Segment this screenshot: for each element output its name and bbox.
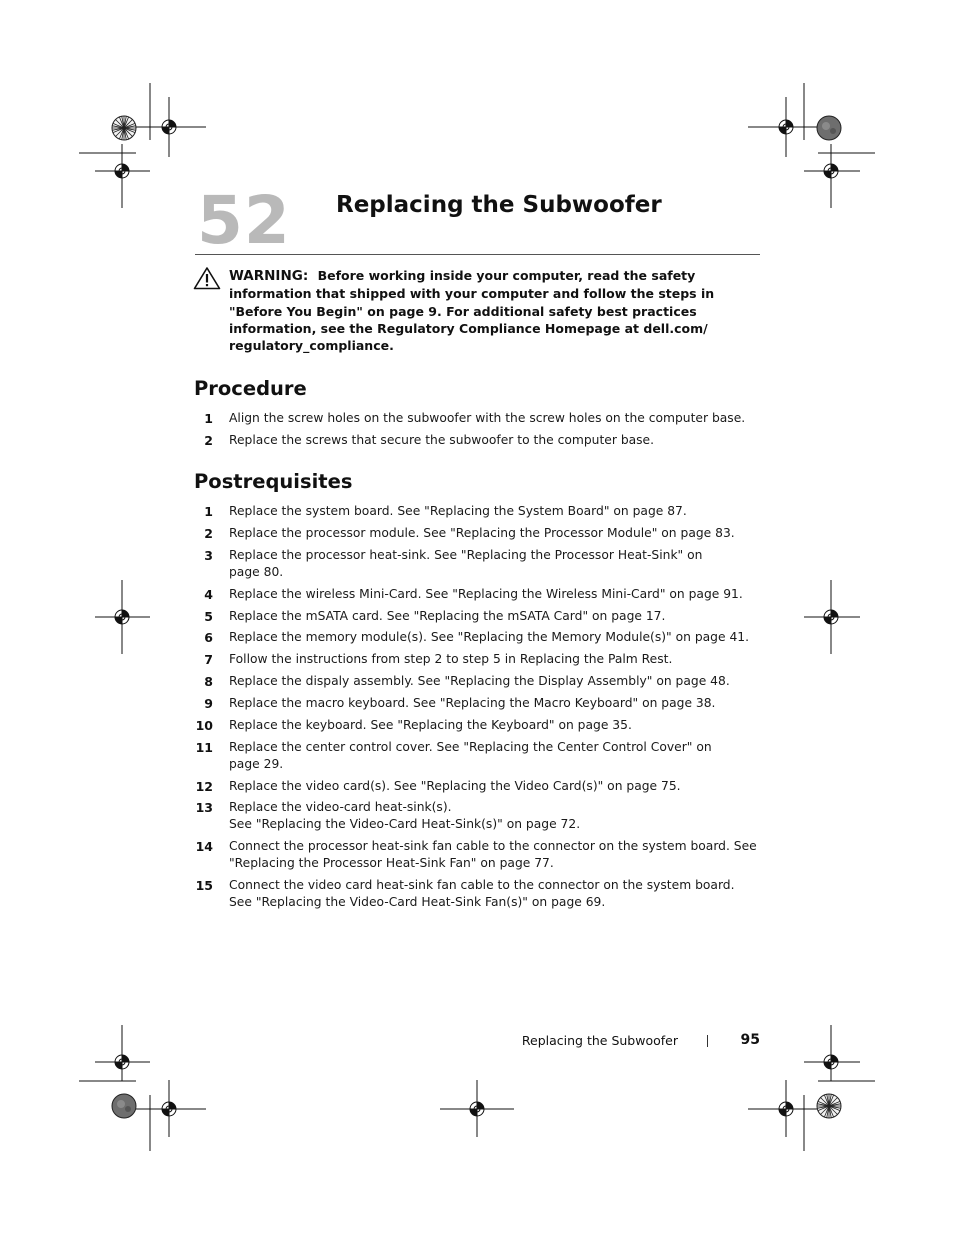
step-number: 10 xyxy=(195,718,213,733)
step-text: Replace the keyboard. See "Replacing the Keyboard" on page 35. xyxy=(229,718,632,732)
warning-message: Before working inside your computer, read the safety information that shipped with your computer and follow the steps in "Before You Begin" on page 9. For additional safety best practices information, see the Regulatory Compliance Homepage at dell.com/ regulatory_compliance. xyxy=(229,268,715,354)
step-number: 1 xyxy=(204,504,213,519)
footer-separator xyxy=(707,1035,708,1047)
step-number: 7 xyxy=(204,652,213,667)
crop-mark-top-right xyxy=(748,83,875,208)
step-number: 2 xyxy=(204,433,213,448)
crop-mark-bottom-left xyxy=(79,1025,206,1151)
warning-triangle-icon xyxy=(193,266,221,290)
crop-mark-top-left xyxy=(79,83,206,208)
footer-chapter-title: Replacing the Subwoofer xyxy=(521,1033,678,1048)
warning-text xyxy=(229,267,757,354)
step-text: Replace the memory module(s). See "Replacing the Memory Module(s)" on page 41. xyxy=(229,630,750,644)
registration-mark-icon xyxy=(779,120,793,134)
postrequisites-heading: Postrequisites xyxy=(194,470,353,493)
step-number: 4 xyxy=(204,587,213,602)
step-text: Replace the video card(s). See "Replacing the Video Card(s)" on page 75. xyxy=(229,779,681,793)
chapter-number: 52 xyxy=(197,182,291,259)
dark-target-icon xyxy=(112,1094,136,1118)
step-text: Replace the processor module. See "Replacing the Processor Module" on page 83. xyxy=(229,526,735,540)
warning-label: WARNING: xyxy=(229,268,309,284)
step-text: Replace the dispaly assembly. See "Replacing the Display Assembly" on page 48. xyxy=(229,674,730,688)
registration-mark-icon xyxy=(115,610,129,624)
chapter-title: Replacing the Subwoofer xyxy=(336,192,662,218)
step-number: 13 xyxy=(195,800,213,815)
registration-mark-icon xyxy=(470,1102,484,1116)
dark-target-icon xyxy=(817,116,841,140)
step-text: Replace the macro keyboard. See "Replacing the Macro Keyboard" on page 38. xyxy=(229,696,716,710)
registration-mark-icon xyxy=(824,1055,838,1069)
step-number: 12 xyxy=(195,779,213,794)
step-text: Follow the instructions from step 2 to step 5 in Replacing the Palm Rest. xyxy=(229,652,673,666)
step-number: 1 xyxy=(204,411,213,426)
crop-mark-bottom-right xyxy=(748,1025,875,1151)
step-text: Connect the video card heat-sink fan cable to the connector on the system board. See "Replacing the Video-Card Heat-Sink Fan(s)" on page 69. xyxy=(229,878,735,910)
registration-mark-icon xyxy=(779,1102,793,1116)
step-number: 2 xyxy=(204,526,213,541)
step-text: Replace the system board. See "Replacing the System Board" on page 87. xyxy=(229,504,687,518)
step-text: Replace the center control cover. See "Replacing the Center Control Cover" on page 29. xyxy=(229,740,712,772)
step-text: Replace the processor heat-sink. See "Replacing the Processor Heat-Sink" on page 80. xyxy=(229,548,703,580)
step-number: 9 xyxy=(204,696,213,711)
registration-mark-icon xyxy=(162,1102,176,1116)
page-number: 95 xyxy=(740,1032,760,1048)
step-number: 3 xyxy=(204,548,213,563)
step-number: 15 xyxy=(195,878,213,893)
step-number: 5 xyxy=(204,609,213,624)
starburst-target-icon xyxy=(112,116,136,140)
starburst-target-icon xyxy=(817,1094,841,1118)
step-number: 11 xyxy=(195,740,213,755)
step-text: Replace the video-card heat-sink(s). See "Replacing the Video-Card Heat-Sink(s)" on page 72. xyxy=(229,800,581,832)
step-number: 8 xyxy=(204,674,213,689)
step-text: Align the screw holes on the subwoofer with the screw holes on the computer base. xyxy=(229,411,746,425)
step-text: Replace the screws that secure the subwoofer to the computer base. xyxy=(229,433,655,447)
registration-mark-icon xyxy=(162,120,176,134)
step-text: Replace the wireless Mini-Card. See "Replacing the Wireless Mini-Card" on page 91. xyxy=(229,587,743,601)
registration-mark-icon xyxy=(115,164,129,178)
step-text: Replace the mSATA card. See "Replacing the mSATA Card" on page 17. xyxy=(229,609,666,623)
step-number: 6 xyxy=(204,630,213,645)
registration-mark-icon xyxy=(824,164,838,178)
header-divider xyxy=(195,254,760,255)
step-text: Connect the processor heat-sink fan cable to the connector on the system board. See "Replacing the Processor Heat-Sink Fan" on page 77. xyxy=(229,839,757,871)
step-number: 14 xyxy=(195,839,213,854)
registration-mark-icon xyxy=(115,1055,129,1069)
procedure-heading: Procedure xyxy=(194,377,307,400)
registration-mark-icon xyxy=(824,610,838,624)
